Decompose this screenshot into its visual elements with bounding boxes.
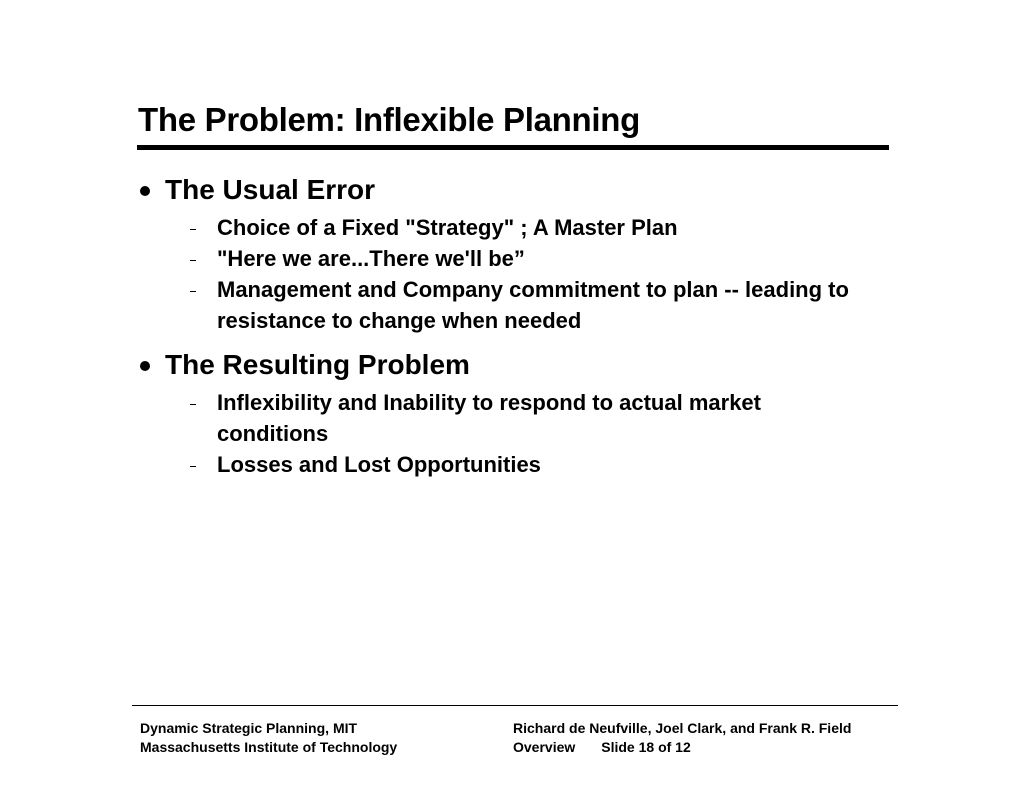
bullet-text: The Resulting Problem: [165, 349, 470, 380]
bullet-text: The Usual Error: [165, 174, 376, 205]
title-underline: [137, 145, 889, 150]
footer-divider: [132, 705, 898, 706]
sub-bullet: [190, 449, 878, 480]
dash-icon: [190, 466, 196, 467]
footer-authors: Richard de Neufville, Joel Clark, and Frank R. Field: [513, 720, 852, 736]
footer-slide-number: Slide 18 of 12: [601, 739, 691, 755]
bullet-resulting-problem: [138, 345, 878, 385]
sub-bullet-text: Inflexibility and Inability to respond to actual market conditions: [217, 390, 761, 446]
bullet-list: [138, 170, 878, 489]
sub-bullet-text: Management and Company commitment to plan -- leading to resistance to change when needed: [217, 277, 849, 333]
sub-bullet: [190, 243, 878, 274]
footer-section: Overview: [513, 739, 576, 755]
sub-bullet: [190, 274, 878, 336]
dash-icon: [190, 291, 196, 292]
sub-bullet-text: Choice of a Fixed "Strategy" ; A Master Plan: [217, 215, 678, 240]
slide-title: The Problem: Inflexible Planning: [138, 101, 640, 138]
footer-left: [140, 719, 397, 757]
sub-bullet-list: [190, 387, 878, 480]
dash-icon: [190, 229, 196, 230]
bullet-dot-icon: [140, 186, 150, 196]
footer-right: [513, 719, 851, 757]
bullet-usual-error: [138, 170, 878, 210]
sub-bullet-list: [190, 212, 878, 336]
sub-bullet: [190, 387, 777, 449]
footer-course: Dynamic Strategic Planning, MIT: [140, 720, 358, 736]
bullet-dot-icon: [140, 361, 150, 371]
sub-bullet-text: Losses and Lost Opportunities: [217, 452, 541, 477]
footer-institution: Massachusetts Institute of Technology: [140, 739, 398, 755]
footer-meta: [513, 738, 851, 757]
dash-icon: [190, 260, 196, 261]
sub-bullet: [190, 212, 878, 243]
dash-icon: [190, 404, 196, 405]
sub-bullet-text: "Here we are...There we'll be”: [217, 246, 525, 271]
